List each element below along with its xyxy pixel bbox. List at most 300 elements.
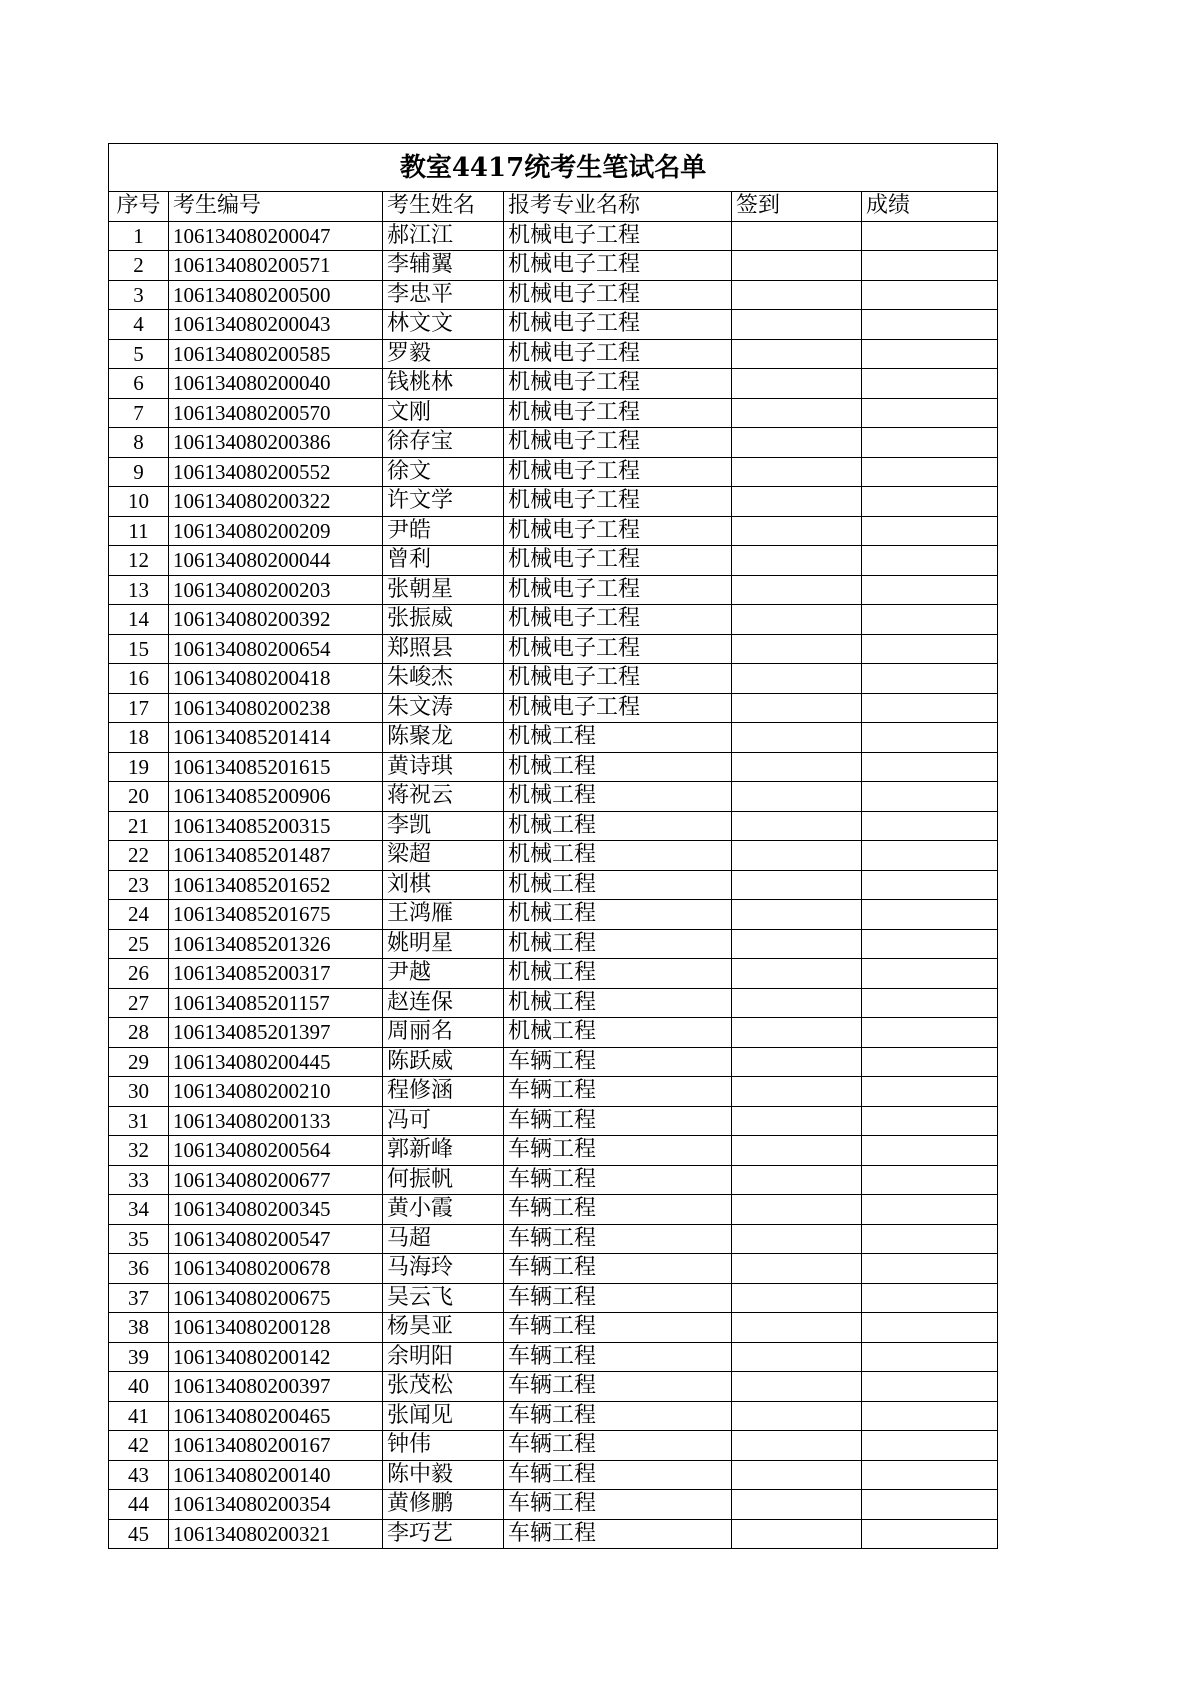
score-cell[interactable] — [862, 1195, 998, 1225]
major-cell: 车辆工程 — [504, 1195, 732, 1225]
table-row — [109, 1313, 998, 1343]
score-cell[interactable] — [862, 1401, 998, 1431]
sign-in-cell[interactable] — [732, 782, 862, 812]
sign-in-cell[interactable] — [732, 1283, 862, 1313]
sign-in-cell[interactable] — [732, 1401, 862, 1431]
name-cell: 罗毅 — [383, 339, 504, 369]
score-cell[interactable] — [862, 1254, 998, 1284]
exam-id-cell: 106134085201652 — [169, 870, 383, 900]
name-cell: 张朝星 — [383, 575, 504, 605]
sign-in-cell[interactable] — [732, 1047, 862, 1077]
sign-in-cell[interactable] — [732, 221, 862, 251]
major-cell: 车辆工程 — [504, 1490, 732, 1520]
sign-in-cell[interactable] — [732, 605, 862, 635]
sign-in-cell[interactable] — [732, 988, 862, 1018]
sign-in-cell[interactable] — [732, 428, 862, 458]
exam-id-cell: 106134080200142 — [169, 1342, 383, 1372]
exam-id-cell: 106134080200133 — [169, 1106, 383, 1136]
seq-cell: 39 — [109, 1342, 169, 1372]
name-cell: 王鸿雁 — [383, 900, 504, 930]
table-row — [109, 1431, 998, 1461]
table-row — [109, 1224, 998, 1254]
seq-cell: 35 — [109, 1224, 169, 1254]
score-cell[interactable] — [862, 1342, 998, 1372]
score-cell[interactable] — [862, 487, 998, 517]
seq-cell: 5 — [109, 339, 169, 369]
score-cell[interactable] — [862, 959, 998, 989]
header-row — [109, 192, 998, 222]
table-row — [109, 988, 998, 1018]
table-row — [109, 1018, 998, 1048]
sign-in-cell[interactable] — [732, 1018, 862, 1048]
sign-in-cell[interactable] — [732, 369, 862, 399]
seq-cell: 42 — [109, 1431, 169, 1461]
sign-in-cell[interactable] — [732, 546, 862, 576]
sign-in-cell[interactable] — [732, 280, 862, 310]
major-cell: 车辆工程 — [504, 1372, 732, 1402]
major-cell: 车辆工程 — [504, 1165, 732, 1195]
sign-in-cell[interactable] — [732, 575, 862, 605]
major-cell: 车辆工程 — [504, 1342, 732, 1372]
major-cell: 机械电子工程 — [504, 664, 732, 694]
sign-in-cell[interactable] — [732, 398, 862, 428]
exam-id-cell: 106134085201487 — [169, 841, 383, 871]
seq-cell: 29 — [109, 1047, 169, 1077]
exam-id-cell: 106134085201157 — [169, 988, 383, 1018]
sign-in-cell[interactable] — [732, 1460, 862, 1490]
table-row — [109, 251, 998, 281]
major-cell: 车辆工程 — [504, 1519, 732, 1549]
major-cell: 机械电子工程 — [504, 339, 732, 369]
name-cell: 黄修鹏 — [383, 1490, 504, 1520]
major-cell: 车辆工程 — [504, 1431, 732, 1461]
major-cell: 机械工程 — [504, 782, 732, 812]
seq-cell: 27 — [109, 988, 169, 1018]
sign-in-cell[interactable] — [732, 1106, 862, 1136]
sign-in-cell[interactable] — [732, 251, 862, 281]
seq-cell: 15 — [109, 634, 169, 664]
table-row — [109, 1283, 998, 1313]
header-major: 报考专业名称 — [504, 192, 732, 222]
seq-cell: 38 — [109, 1313, 169, 1343]
table-row — [109, 693, 998, 723]
name-cell: 张茂松 — [383, 1372, 504, 1402]
major-cell: 车辆工程 — [504, 1401, 732, 1431]
name-cell: 吴云飞 — [383, 1283, 504, 1313]
name-cell: 李辅翼 — [383, 251, 504, 281]
roster-body — [109, 221, 998, 1549]
exam-id-cell: 106134080200675 — [169, 1283, 383, 1313]
table-row — [109, 959, 998, 989]
exam-id-cell: 106134080200047 — [169, 221, 383, 251]
name-cell: 钟伟 — [383, 1431, 504, 1461]
seq-cell: 4 — [109, 310, 169, 340]
major-cell: 车辆工程 — [504, 1460, 732, 1490]
table-row — [109, 487, 998, 517]
name-cell: 李忠平 — [383, 280, 504, 310]
exam-id-cell: 106134080200500 — [169, 280, 383, 310]
exam-id-cell: 106134080200571 — [169, 251, 383, 281]
exam-id-cell: 106134080200547 — [169, 1224, 383, 1254]
table-row — [109, 870, 998, 900]
score-cell[interactable] — [862, 516, 998, 546]
sign-in-cell[interactable] — [732, 1372, 862, 1402]
name-cell: 郝江江 — [383, 221, 504, 251]
name-cell: 朱峻杰 — [383, 664, 504, 694]
major-cell: 机械工程 — [504, 870, 732, 900]
score-cell[interactable] — [862, 1077, 998, 1107]
score-cell[interactable] — [862, 900, 998, 930]
name-cell: 许文学 — [383, 487, 504, 517]
seq-cell: 1 — [109, 221, 169, 251]
sign-in-cell[interactable] — [732, 664, 862, 694]
table-row — [109, 1165, 998, 1195]
exam-id-cell: 106134080200210 — [169, 1077, 383, 1107]
table-row — [109, 1401, 998, 1431]
major-cell: 机械电子工程 — [504, 605, 732, 635]
exam-id-cell: 106134080200392 — [169, 605, 383, 635]
name-cell: 程修涵 — [383, 1077, 504, 1107]
sign-in-cell[interactable] — [732, 1490, 862, 1520]
score-cell[interactable] — [862, 1106, 998, 1136]
major-cell: 机械电子工程 — [504, 546, 732, 576]
major-cell: 机械电子工程 — [504, 369, 732, 399]
table-row — [109, 1342, 998, 1372]
name-cell: 郑照县 — [383, 634, 504, 664]
score-cell[interactable] — [862, 811, 998, 841]
name-cell: 陈跃威 — [383, 1047, 504, 1077]
seq-cell: 34 — [109, 1195, 169, 1225]
table-row — [109, 369, 998, 399]
score-cell[interactable] — [862, 605, 998, 635]
major-cell: 车辆工程 — [504, 1047, 732, 1077]
score-cell[interactable] — [862, 664, 998, 694]
name-cell: 冯可 — [383, 1106, 504, 1136]
score-cell[interactable] — [862, 251, 998, 281]
exam-id-cell: 106134080200677 — [169, 1165, 383, 1195]
sign-in-cell[interactable] — [732, 310, 862, 340]
table-row — [109, 575, 998, 605]
sign-in-cell[interactable] — [732, 1254, 862, 1284]
table-row — [109, 516, 998, 546]
table-row — [109, 900, 998, 930]
seq-cell: 3 — [109, 280, 169, 310]
table-row — [109, 723, 998, 753]
name-cell: 黄诗琪 — [383, 752, 504, 782]
name-cell: 马海玲 — [383, 1254, 504, 1284]
table-row — [109, 1136, 998, 1166]
sign-in-cell[interactable] — [732, 516, 862, 546]
score-cell[interactable] — [862, 988, 998, 1018]
header-name: 考生姓名 — [383, 192, 504, 222]
score-cell[interactable] — [862, 221, 998, 251]
major-cell: 机械电子工程 — [504, 634, 732, 664]
exam-id-cell: 106134080200552 — [169, 457, 383, 487]
sign-in-cell[interactable] — [732, 811, 862, 841]
exam-id-cell: 106134085201615 — [169, 752, 383, 782]
seq-cell: 25 — [109, 929, 169, 959]
sign-in-cell[interactable] — [732, 339, 862, 369]
name-cell: 马超 — [383, 1224, 504, 1254]
name-cell: 李凯 — [383, 811, 504, 841]
sign-in-cell[interactable] — [732, 752, 862, 782]
major-cell: 机械工程 — [504, 811, 732, 841]
sign-in-cell[interactable] — [732, 870, 862, 900]
seq-cell: 9 — [109, 457, 169, 487]
major-cell: 车辆工程 — [504, 1136, 732, 1166]
sign-in-cell[interactable] — [732, 723, 862, 753]
exam-id-cell: 106134080200128 — [169, 1313, 383, 1343]
major-cell: 机械工程 — [504, 1018, 732, 1048]
name-cell: 周丽名 — [383, 1018, 504, 1048]
sign-in-cell[interactable] — [732, 634, 862, 664]
sign-in-cell[interactable] — [732, 1431, 862, 1461]
exam-id-cell: 106134080200445 — [169, 1047, 383, 1077]
score-cell[interactable] — [862, 1047, 998, 1077]
score-cell[interactable] — [862, 929, 998, 959]
major-cell: 机械电子工程 — [504, 575, 732, 605]
score-cell[interactable] — [862, 1431, 998, 1461]
score-cell[interactable] — [862, 723, 998, 753]
score-cell[interactable] — [862, 1018, 998, 1048]
exam-id-cell: 106134085200317 — [169, 959, 383, 989]
seq-cell: 18 — [109, 723, 169, 753]
table-row — [109, 811, 998, 841]
score-cell[interactable] — [862, 398, 998, 428]
table-row — [109, 310, 998, 340]
seq-cell: 13 — [109, 575, 169, 605]
seq-cell: 41 — [109, 1401, 169, 1431]
exam-roster-table — [108, 143, 998, 1549]
table-row — [109, 1460, 998, 1490]
header-exam-id: 考生编号 — [169, 192, 383, 222]
seq-cell: 28 — [109, 1018, 169, 1048]
seq-cell: 8 — [109, 428, 169, 458]
table-row — [109, 221, 998, 251]
major-cell: 机械工程 — [504, 929, 732, 959]
seq-cell: 22 — [109, 841, 169, 871]
table-row — [109, 398, 998, 428]
score-cell[interactable] — [862, 546, 998, 576]
major-cell: 机械工程 — [504, 988, 732, 1018]
name-cell: 曾利 — [383, 546, 504, 576]
exam-id-cell: 106134080200345 — [169, 1195, 383, 1225]
score-cell[interactable] — [862, 575, 998, 605]
table-row — [109, 1047, 998, 1077]
table-row — [109, 457, 998, 487]
table-row — [109, 782, 998, 812]
exam-id-cell: 106134080200418 — [169, 664, 383, 694]
exam-id-cell: 106134080200322 — [169, 487, 383, 517]
name-cell: 何振帆 — [383, 1165, 504, 1195]
exam-id-cell: 106134085201326 — [169, 929, 383, 959]
exam-id-cell: 106134080200678 — [169, 1254, 383, 1284]
sign-in-cell[interactable] — [732, 1224, 862, 1254]
score-cell[interactable] — [862, 428, 998, 458]
score-cell[interactable] — [862, 752, 998, 782]
seq-cell: 11 — [109, 516, 169, 546]
score-cell[interactable] — [862, 280, 998, 310]
exam-id-cell: 106134080200570 — [169, 398, 383, 428]
score-cell[interactable] — [862, 1283, 998, 1313]
table-row — [109, 664, 998, 694]
score-cell[interactable] — [862, 339, 998, 369]
table-row — [109, 1106, 998, 1136]
major-cell: 机械电子工程 — [504, 428, 732, 458]
score-cell[interactable] — [862, 870, 998, 900]
sign-in-cell[interactable] — [732, 1136, 862, 1166]
sign-in-cell[interactable] — [732, 1195, 862, 1225]
score-cell[interactable] — [862, 1165, 998, 1195]
seq-cell: 10 — [109, 487, 169, 517]
seq-cell: 26 — [109, 959, 169, 989]
seq-cell: 30 — [109, 1077, 169, 1107]
exam-id-cell: 106134080200354 — [169, 1490, 383, 1520]
table-row — [109, 1490, 998, 1520]
seq-cell: 23 — [109, 870, 169, 900]
major-cell: 机械工程 — [504, 959, 732, 989]
table-row — [109, 841, 998, 871]
header-seq: 序号 — [109, 192, 169, 222]
name-cell: 文刚 — [383, 398, 504, 428]
exam-roster-sheet — [108, 143, 997, 1549]
major-cell: 机械电子工程 — [504, 516, 732, 546]
name-cell: 梁超 — [383, 841, 504, 871]
major-cell: 车辆工程 — [504, 1254, 732, 1284]
name-cell: 尹越 — [383, 959, 504, 989]
name-cell: 陈聚龙 — [383, 723, 504, 753]
major-cell: 机械工程 — [504, 900, 732, 930]
score-cell[interactable] — [862, 634, 998, 664]
name-cell: 赵连保 — [383, 988, 504, 1018]
major-cell: 机械电子工程 — [504, 457, 732, 487]
exam-id-cell: 106134085201675 — [169, 900, 383, 930]
name-cell: 徐存宝 — [383, 428, 504, 458]
exam-id-cell: 106134085201414 — [169, 723, 383, 753]
seq-cell: 2 — [109, 251, 169, 281]
table-row — [109, 634, 998, 664]
seq-cell: 36 — [109, 1254, 169, 1284]
exam-id-cell: 106134080200167 — [169, 1431, 383, 1461]
exam-id-cell: 106134080200238 — [169, 693, 383, 723]
exam-id-cell: 106134085200315 — [169, 811, 383, 841]
seq-cell: 12 — [109, 546, 169, 576]
seq-cell: 31 — [109, 1106, 169, 1136]
sign-in-cell[interactable] — [732, 929, 862, 959]
sign-in-cell[interactable] — [732, 457, 862, 487]
table-row — [109, 1195, 998, 1225]
exam-id-cell: 106134080200140 — [169, 1460, 383, 1490]
seq-cell: 44 — [109, 1490, 169, 1520]
sign-in-cell[interactable] — [732, 1342, 862, 1372]
exam-id-cell: 106134080200585 — [169, 339, 383, 369]
sign-in-cell[interactable] — [732, 693, 862, 723]
sign-in-cell[interactable] — [732, 841, 862, 871]
exam-id-cell: 106134080200043 — [169, 310, 383, 340]
score-cell[interactable] — [862, 1490, 998, 1520]
score-cell[interactable] — [862, 693, 998, 723]
name-cell: 钱桃林 — [383, 369, 504, 399]
seq-cell: 33 — [109, 1165, 169, 1195]
name-cell: 姚明星 — [383, 929, 504, 959]
exam-id-cell: 106134080200209 — [169, 516, 383, 546]
exam-id-cell: 106134080200654 — [169, 634, 383, 664]
name-cell: 徐文 — [383, 457, 504, 487]
sign-in-cell[interactable] — [732, 1165, 862, 1195]
major-cell: 车辆工程 — [504, 1283, 732, 1313]
seq-cell: 40 — [109, 1372, 169, 1402]
score-cell[interactable] — [862, 841, 998, 871]
major-cell: 车辆工程 — [504, 1077, 732, 1107]
table-row — [109, 605, 998, 635]
table-row — [109, 929, 998, 959]
seq-cell: 43 — [109, 1460, 169, 1490]
sign-in-cell[interactable] — [732, 1313, 862, 1343]
exam-id-cell: 106134080200465 — [169, 1401, 383, 1431]
score-cell[interactable] — [862, 1224, 998, 1254]
seq-cell: 14 — [109, 605, 169, 635]
exam-id-cell: 106134080200397 — [169, 1372, 383, 1402]
exam-id-cell: 106134085201397 — [169, 1018, 383, 1048]
major-cell: 机械电子工程 — [504, 280, 732, 310]
name-cell: 林文文 — [383, 310, 504, 340]
name-cell: 杨昊亚 — [383, 1313, 504, 1343]
name-cell: 李巧艺 — [383, 1519, 504, 1549]
score-cell[interactable] — [862, 782, 998, 812]
score-cell[interactable] — [862, 1460, 998, 1490]
major-cell: 机械工程 — [504, 841, 732, 871]
major-cell: 机械工程 — [504, 723, 732, 753]
name-cell: 张振威 — [383, 605, 504, 635]
name-cell: 郭新峰 — [383, 1136, 504, 1166]
major-cell: 车辆工程 — [504, 1106, 732, 1136]
name-cell: 朱文涛 — [383, 693, 504, 723]
seq-cell: 6 — [109, 369, 169, 399]
sign-in-cell[interactable] — [732, 900, 862, 930]
score-cell[interactable] — [862, 1372, 998, 1402]
table-row — [109, 280, 998, 310]
name-cell: 尹皓 — [383, 516, 504, 546]
table-row — [109, 1372, 998, 1402]
exam-id-cell: 106134080200386 — [169, 428, 383, 458]
major-cell: 车辆工程 — [504, 1224, 732, 1254]
sign-in-cell[interactable] — [732, 1077, 862, 1107]
sign-in-cell[interactable] — [732, 487, 862, 517]
score-cell[interactable] — [862, 310, 998, 340]
sign-in-cell[interactable] — [732, 1519, 862, 1549]
name-cell: 黄小霞 — [383, 1195, 504, 1225]
major-cell: 机械电子工程 — [504, 221, 732, 251]
score-cell[interactable] — [862, 369, 998, 399]
seq-cell: 7 — [109, 398, 169, 428]
roster-title: 教室4417统考生笔试名单 — [109, 144, 998, 192]
seq-cell: 37 — [109, 1283, 169, 1313]
header-score: 成绩 — [862, 192, 998, 222]
score-cell[interactable] — [862, 1519, 998, 1549]
score-cell[interactable] — [862, 1313, 998, 1343]
name-cell: 陈中毅 — [383, 1460, 504, 1490]
exam-id-cell: 106134085200906 — [169, 782, 383, 812]
seq-cell: 45 — [109, 1519, 169, 1549]
name-cell: 张闻见 — [383, 1401, 504, 1431]
seq-cell: 16 — [109, 664, 169, 694]
score-cell[interactable] — [862, 457, 998, 487]
major-cell: 机械工程 — [504, 752, 732, 782]
header-sign-in: 签到 — [732, 192, 862, 222]
seq-cell: 24 — [109, 900, 169, 930]
score-cell[interactable] — [862, 1136, 998, 1166]
sign-in-cell[interactable] — [732, 959, 862, 989]
